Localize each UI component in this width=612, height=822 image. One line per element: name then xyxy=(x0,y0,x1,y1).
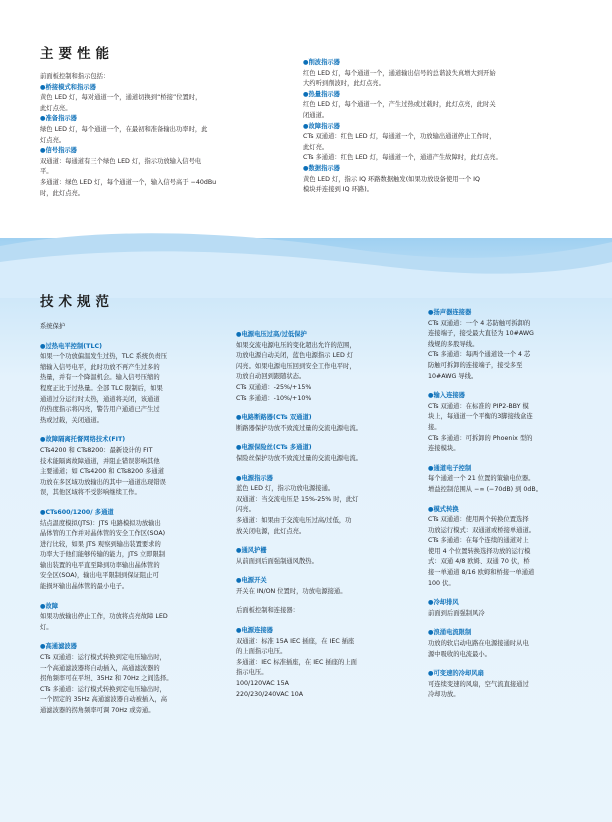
section-line: 防触可拆卸的连接端子，接受多至 xyxy=(428,361,523,369)
section-line: 闭通道。 xyxy=(303,111,329,119)
section-line: CTs 双通道：使用两个转换位置选择 xyxy=(428,516,529,524)
section-line: 100 伏。 xyxy=(428,579,455,587)
section-line: 灯点亮。 xyxy=(40,136,66,144)
section-heading: ●电源开关 xyxy=(236,577,267,585)
section-heading: ●输入连接器 xyxy=(428,392,465,400)
section-line: 10#AWG 导线。 xyxy=(428,372,478,380)
section-line: 功放在多区域功放输出的其中一通道出现错误 xyxy=(40,478,166,486)
section-line: CTs 双通道：红色 LED 灯，每通道一个，功放输出通道停止工作时， xyxy=(303,133,496,141)
section-line: 热或过载，关闭通道。 xyxy=(40,416,103,424)
section-line: 使用 4 个位置转换选择功放的运行模 xyxy=(428,547,531,555)
section-line: 多通道：IEC 标准插座，在 IEC 插座的上面 xyxy=(236,658,357,666)
specs-column-1 xyxy=(40,322,222,717)
section-line: CTs 多通道：每两个通道设一个 4 芯 xyxy=(428,351,531,359)
section-line: 一个高通滤波器将自动插入，高通滤波器的 xyxy=(40,664,160,672)
section-line: 如果功放输出停止工作，功放将点亮故障 LED xyxy=(40,613,168,621)
section-line: 拐角频率可在平坦、35Hz 和 70Hz 之间选择。 xyxy=(40,675,173,683)
section-line: 接一单通道 8/16 欧姆和桥接一单通道 xyxy=(428,569,535,577)
section-line: 输出装置的电平直至降到功率输出晶体管的 xyxy=(40,561,160,569)
section-line: 功率大于他们能够传输的能力，JTS 立即限制 xyxy=(40,551,166,559)
section-line: CTs 多通道：红色 LED 灯，每通道一个，通道产生故障时，此灯点亮。 xyxy=(303,154,502,162)
section-line: 平。 xyxy=(40,168,53,176)
section-heading: ●高通滤波器 xyxy=(40,643,77,651)
section-line: 黄色 LED 灯，指示 IQ 环路数据触发(如果功放设备使用一个 IQ xyxy=(303,175,480,183)
section-line: 技术能隔离故障通道，并阻止错误影响其他 xyxy=(40,457,160,465)
section-line: 源中吸收的电流最小。 xyxy=(428,650,491,658)
section-line: 块上，每通道一个平衡的3脚接线盒连 xyxy=(428,413,533,421)
section-line: 连接模块。 xyxy=(428,445,460,453)
section-heading: ●电源电压过高/过低保护 xyxy=(236,331,307,338)
section-line: 如果一个功放偏温发生过热，TLC 系统负责压 xyxy=(40,353,168,361)
section-line: 结点温度模拟(JTS)：JTS 电路模拟功放输出 xyxy=(40,519,161,527)
section-line: 功放的软启动电路在电源接通时从电 xyxy=(428,640,529,648)
section-line: 连接端子，接受最大直径为 10#AWG xyxy=(428,330,534,338)
section-heading: ●信号指示器 xyxy=(40,147,77,155)
section-line: 进行比较，如果 JTS 观察到输出装置要求的 xyxy=(40,540,161,548)
section-line: 程度正比于过热量。全部 TLC 限制后，如果 xyxy=(40,384,163,392)
specs-column-2 xyxy=(236,330,416,700)
section-line: 红色 LED 灯，每个通道一个，通道输出信号的总谐波失真增大到开始 xyxy=(303,69,496,77)
section-note: 后面板控制和连接器： xyxy=(236,607,299,615)
section-line: 线规的多股导线。 xyxy=(428,340,479,348)
section-heading: ●故障指示器 xyxy=(303,122,340,130)
section-heading: ●CTs600/1200/ 多通道 xyxy=(40,508,114,516)
features-left-column xyxy=(40,72,272,199)
section-line: 多通道：绿色 LED 灯，每个通道一个，输入信号高于 −40dBu xyxy=(40,178,217,186)
section-line: 保险丝保护功放不致流过量的交流电源电流。 xyxy=(236,454,362,462)
section-heading: ●故障 xyxy=(40,602,59,610)
section-line: 时，此灯点亮。 xyxy=(40,189,85,197)
section-line: 热量，并有一个降温机会。输入信号压缩的 xyxy=(40,374,160,382)
section-line: 100/120VAC 15A xyxy=(236,680,289,688)
section-heading: ●削波指示器 xyxy=(303,59,340,66)
section-line: 的上面指示电压。 xyxy=(236,648,287,656)
section-line: 大约听到削波时，此灯点亮。 xyxy=(303,80,385,88)
section-line: 一个固定的 35Hz 高通滤波器自动被插入，高 xyxy=(40,696,168,704)
section-line: CTs 多通道：运行模式转换到定电压输出时， xyxy=(40,685,166,693)
section-line: 放关闭电源，此灯点亮。 xyxy=(236,527,306,535)
section-line: 指示电压。 xyxy=(236,669,268,677)
section-line: 双通道：当交流电压是 15%-25% 时，此灯 xyxy=(236,495,359,503)
section-line: 闪亮。如果电源电压回到安全工作电平时， xyxy=(236,362,356,370)
section-line: 缩输入信号电平，此时功放不再产生过多的 xyxy=(40,363,160,371)
section-line: 可连续变速的风扇，空气流直接通过 xyxy=(428,680,529,688)
section-heading: ●热量指示器 xyxy=(303,90,340,98)
wave-decoration xyxy=(0,228,612,298)
section-line: 主要通道；如 CTs4200 和 CTs8200 多通道 xyxy=(40,468,164,476)
section-heading: ●数据指示器 xyxy=(303,164,340,172)
section-heading: ●浪涌电流限制 xyxy=(428,629,472,637)
section-line: 此灯亮。 xyxy=(303,143,329,151)
section-line: 冷却功放。 xyxy=(428,691,460,699)
section-heading: ●电源保险丝(CTs 多通道) xyxy=(236,444,312,452)
section-line: CTs 多通道：在每个连续的通道对上 xyxy=(428,537,529,545)
section-heading: ●准备指示器 xyxy=(40,115,77,123)
section-line: 此灯点亮。 xyxy=(40,104,72,112)
section-line: CTs 多通道：-10%/+10% xyxy=(236,394,312,402)
section-heading: ●电路断路器(CTs 双通道) xyxy=(236,414,312,422)
section-line: CTs 双通道：-25%/+15% xyxy=(236,383,312,391)
section-line: 功放运行模式：双通道或桥接单通道。 xyxy=(428,526,536,534)
section-line: 晶体管的工作并对晶体管的安全工作区(SOA) xyxy=(40,530,166,538)
section-line: CTs 双通道：运行模式转换到定电压输出时， xyxy=(40,654,166,662)
section-heading: ●冷却排风 xyxy=(428,599,459,607)
section-line: 220/230/240VAC 10A xyxy=(236,690,304,698)
section-heading: ●扬声器连接器 xyxy=(428,309,472,316)
section-line: 通道过分运行时太热，通道将关闭，该通道 xyxy=(40,395,160,403)
section-line: CTs 双通道：在标准的 PIP2-BBY 模 xyxy=(428,402,529,410)
section-line: 模块并连接到 IQ 环路)。 xyxy=(303,186,373,194)
section-line: 双通道：标准 15A IEC 插座，在 IEC 插座 xyxy=(236,637,355,645)
section-line: 闪亮。 xyxy=(236,506,255,514)
section-heading: ●桥接模式和指示器 xyxy=(40,83,96,91)
section-line: 如果交流电源电压的变化超出允许的范围， xyxy=(236,341,356,349)
section-line: 接。 xyxy=(428,423,441,431)
section-line: CTs 双通道：一个 4 芯防触可拆卸的 xyxy=(428,319,531,327)
section-heading: ●通道电子控制 xyxy=(428,464,472,472)
section-line: 通滤波器的拐角频率可调 70Hz 或旁通。 xyxy=(40,707,155,714)
section-heading: ●过热电平控制(TLC) xyxy=(40,342,102,350)
section-line: 绿色 LED 灯，每个通道一个，在最初和准备输出功率时，此 xyxy=(40,125,208,133)
section-line: 功放电源自动关闭，蓝色电源指示 LED 灯 xyxy=(236,352,354,360)
section-line: CTs 多通道：可拆卸的 Phoenix 型的 xyxy=(428,434,533,442)
section-heading: ●通风护栅 xyxy=(236,547,267,555)
section-line: 的热度指示将闪亮，警告用户通道已产生过 xyxy=(40,406,160,414)
section-line: 红色 LED 灯，每个通道一个，产生过热或过载时，此灯点亮，此时关 xyxy=(303,101,496,109)
section-heading: ●模式转换 xyxy=(428,505,459,513)
section-line: 每个通道一个 21 位置的策输电位器。 xyxy=(428,475,535,483)
features-intro: 前面板控制和指示包括： xyxy=(40,73,110,80)
section-line: 误，其他区域将不受影响继续工作。 xyxy=(40,489,141,497)
section-heading: ●可变速的冷却风扇 xyxy=(428,670,484,678)
specs-column-3 xyxy=(428,308,578,701)
section-line: 多通道：如果由于交流电压过高/过低，功 xyxy=(236,516,352,524)
section-line: 增益控制范围从 −∞ (−70dB) 到 0dB。 xyxy=(428,485,543,493)
specs-title: 技术规范 xyxy=(40,294,114,310)
section-line: 黄色 LED 灯，每对通道一个，通道切换到“桥接”位置时， xyxy=(40,94,202,102)
section-line: 前面到后面强制风冷 xyxy=(428,609,485,617)
section-line: 开关在 IN/ON 位置时，功放电源接通。 xyxy=(236,587,347,595)
section-line: 安全区(SOA)，输出电平限制到保证阻止可 xyxy=(40,572,159,580)
section-heading: ●电源指示器 xyxy=(236,474,273,482)
features-title: 主要性能 xyxy=(40,46,114,62)
section-line: CTs4200 和 CTs8200：最新设计的 FIT xyxy=(40,446,153,454)
section-line: 从前面到后面强制通风散热。 xyxy=(236,557,318,565)
section-heading: ●故障隔离托督网络技术(FIT) xyxy=(40,436,126,444)
section-line: 功放自动回到跟随状态。 xyxy=(236,373,306,381)
section-note: 系统保护 xyxy=(40,323,66,330)
section-line: 能损坏输出晶体管的最小电子。 xyxy=(40,583,129,591)
features-right-column xyxy=(303,58,578,196)
section-heading: ●电源连接器 xyxy=(236,627,273,635)
section-line: 式：双通 4/8 欧姆、双通 70 伏，桥 xyxy=(428,558,530,566)
section-line: 灯。 xyxy=(40,623,53,631)
section-line: 蓝色 LED 灯，指示功放电源接通。 xyxy=(236,485,335,493)
section-line: 断路器保护功放不致流过量的交流电源电流。 xyxy=(236,424,362,432)
section-line: 双通道：每通道有三个绿色 LED 灯，指示功放输入信号电 xyxy=(40,157,202,165)
